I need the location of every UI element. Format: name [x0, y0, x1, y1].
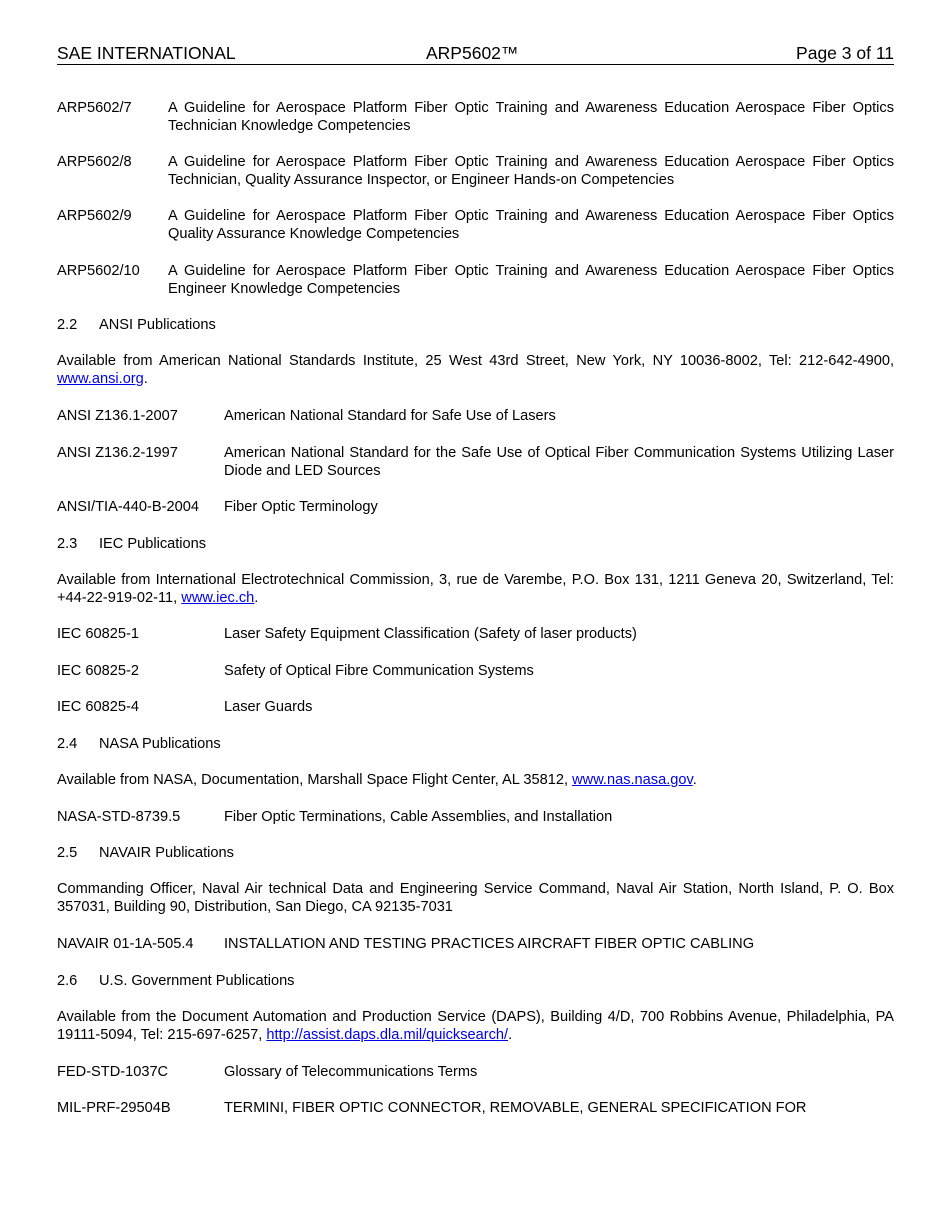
- reference-code: FED-STD-1037C: [57, 1064, 169, 1080]
- availability-text: Available from NASA, Documentation, Marshall Space Flight Center, AL 35812,: [57, 772, 573, 788]
- punctuation: .: [692, 772, 697, 788]
- section-heading-usgov: [57, 972, 894, 990]
- section-heading-iec: [57, 535, 894, 553]
- reference-title: American National Standard for the Safe Use of Optical Fiber Communication Systems Utilizing Laser Diode and LED Sources: [224, 445, 894, 479]
- reference-title: Glossary of Telecommunications Terms: [224, 1064, 478, 1080]
- reference-entry: [57, 1063, 894, 1081]
- ansi-website-link[interactable]: www.ansi.org: [57, 371, 144, 387]
- availability-text: Available from International Electrotechnical Commission, 3, rue de Varembe, P.O. Box 131, 1211 Geneva 20, Switzerland, Tel: +44-22-919-02-11,: [57, 572, 894, 606]
- reference-entry: [57, 1099, 894, 1117]
- reference-code: NASA-STD-8739.5: [57, 809, 181, 825]
- section-title: ANSI Publications: [99, 317, 216, 333]
- section-number: 2.3: [57, 536, 78, 552]
- section-title: IEC Publications: [99, 536, 207, 552]
- iec-website-link[interactable]: www.iec.ch: [181, 590, 255, 606]
- section-heading-navair: [57, 844, 894, 862]
- reference-title: Laser Safety Equipment Classification (Safety of laser products): [224, 626, 637, 642]
- section-title: NASA Publications: [99, 736, 221, 752]
- reference-entry: [57, 407, 894, 425]
- section-number: 2.6: [57, 973, 78, 989]
- reference-entry: [57, 498, 894, 516]
- daps-quicksearch-link[interactable]: http://assist.daps.dla.mil/quicksearch/: [266, 1027, 509, 1043]
- reference-title: TERMINI, FIBER OPTIC CONNECTOR, REMOVABLE, GENERAL SPECIFICATION FOR: [224, 1100, 807, 1116]
- availability-text: Commanding Officer, Naval Air technical Data and Engineering Service Command, Naval Air Station, North Island, P. O. Box 357031, Building 90, Distribution, San Diego, CA 92135-7031: [57, 881, 894, 915]
- availability-paragraph: [57, 571, 894, 607]
- reference-entry: [57, 207, 894, 243]
- reference-entry: [57, 662, 894, 680]
- section-number: 2.2: [57, 317, 78, 333]
- section-heading-nasa: [57, 735, 894, 753]
- reference-title: American National Standard for Safe Use of Lasers: [224, 408, 556, 424]
- reference-code: MIL-PRF-29504B: [57, 1100, 171, 1116]
- reference-entry: [57, 935, 894, 953]
- reference-code: ARP5602/10: [57, 263, 140, 279]
- reference-title: A Guideline for Aerospace Platform Fiber Optic Training and Awareness Education Aerospace Fiber Optics Engineer Knowledge Competencies: [168, 263, 894, 297]
- reference-code: ARP5602/9: [57, 208, 132, 224]
- reference-entry: [57, 262, 894, 298]
- availability-paragraph: [57, 880, 894, 916]
- reference-entry: [57, 808, 894, 826]
- reference-code: IEC 60825-4: [57, 699, 139, 715]
- reference-entry: [57, 625, 894, 643]
- reference-title: A Guideline for Aerospace Platform Fiber Optic Training and Awareness Education Aerospace Fiber Optics Technician, Quality Assurance Inspector, or Engineer Hands-on Competencies: [168, 154, 894, 188]
- reference-title: Fiber Optic Terminations, Cable Assemblies, and Installation: [224, 809, 613, 825]
- nasa-website-link[interactable]: www.nas.nasa.gov: [572, 772, 693, 788]
- header-org: SAE INTERNATIONAL: [57, 43, 236, 63]
- reference-title: INSTALLATION AND TESTING PRACTICES AIRCRAFT FIBER OPTIC CABLING: [224, 936, 755, 952]
- punctuation: .: [254, 590, 259, 606]
- reference-code: IEC 60825-2: [57, 663, 139, 679]
- header-doc-number: ARP5602™: [426, 43, 519, 63]
- reference-title: A Guideline for Aerospace Platform Fiber Optic Training and Awareness Education Aerospace Fiber Optics Technician Knowledge Competencies: [168, 100, 894, 134]
- reference-code: NAVAIR 01-1A-505.4: [57, 936, 194, 952]
- reference-code: ARP5602/8: [57, 154, 132, 170]
- availability-text: Available from American National Standards Institute, 25 West 43rd Street, New York, NY 10036-8002, Tel: 212-642-4900,: [57, 353, 894, 369]
- reference-entry: [57, 698, 894, 716]
- punctuation: .: [143, 371, 148, 387]
- reference-title: Safety of Optical Fibre Communication Systems: [224, 663, 534, 679]
- reference-entry: [57, 444, 894, 480]
- reference-code: IEC 60825-1: [57, 626, 139, 642]
- punctuation: .: [508, 1027, 513, 1043]
- section-title: U.S. Government Publications: [99, 973, 295, 989]
- header-page-number: Page 3 of 11: [796, 43, 894, 63]
- reference-entry: [57, 153, 894, 189]
- availability-paragraph: [57, 771, 894, 789]
- section-title: NAVAIR Publications: [99, 845, 234, 861]
- reference-entry: [57, 99, 894, 135]
- section-number: 2.4: [57, 736, 78, 752]
- reference-code: ARP5602/7: [57, 100, 132, 116]
- availability-paragraph: [57, 1008, 894, 1044]
- reference-title: Laser Guards: [224, 699, 313, 715]
- reference-title: A Guideline for Aerospace Platform Fiber Optic Training and Awareness Education Aerospace Fiber Optics Quality Assurance Knowledge Competencies: [168, 208, 894, 242]
- availability-text: Available from the Document Automation and Production Service (DAPS), Building 4/D, 700 Robbins Avenue, Philadelphia, PA 19111-5094, Tel: 215-697-6257,: [57, 1009, 894, 1043]
- reference-code: ANSI Z136.2-1997: [57, 445, 178, 461]
- page-header: [57, 43, 894, 65]
- reference-code: ANSI Z136.1-2007: [57, 408, 178, 424]
- section-number: 2.5: [57, 845, 78, 861]
- reference-code: ANSI/TIA-440-B-2004: [57, 499, 199, 515]
- availability-paragraph: [57, 352, 894, 388]
- section-heading-ansi: [57, 316, 894, 334]
- reference-title: Fiber Optic Terminology: [224, 499, 378, 515]
